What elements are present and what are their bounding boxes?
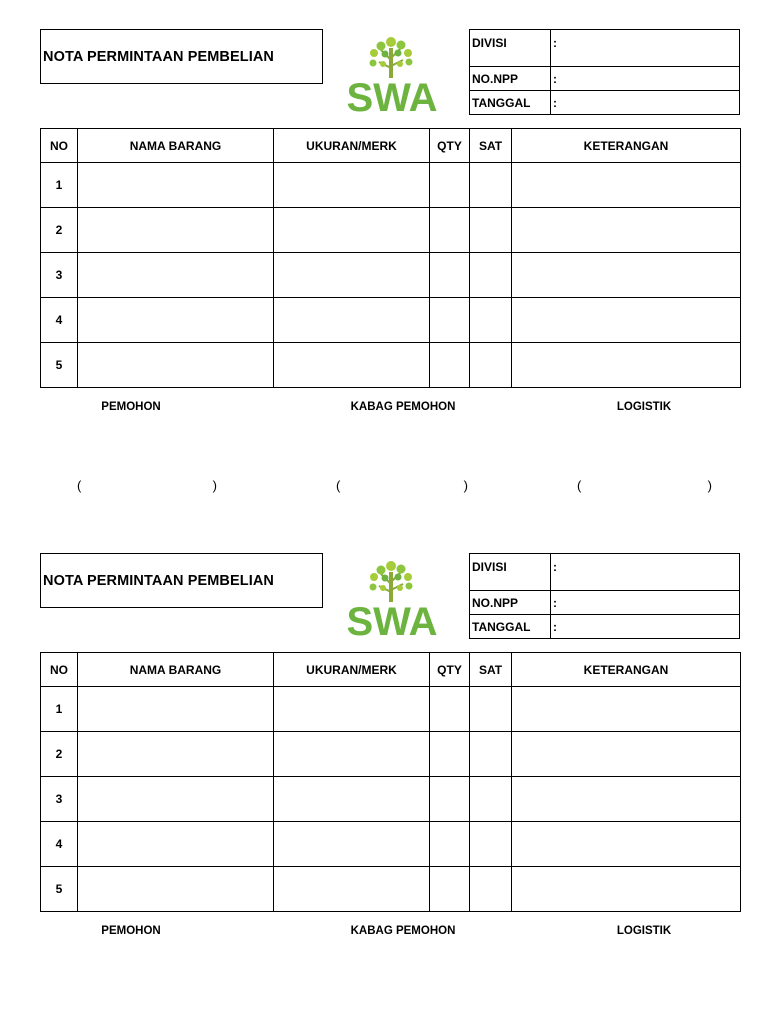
qty-cell[interactable] xyxy=(430,253,470,298)
row-number: 4 xyxy=(41,822,78,867)
paren-open: ( xyxy=(336,478,341,493)
column-header: SAT xyxy=(470,653,512,687)
column-header: QTY xyxy=(430,653,470,687)
table-row xyxy=(41,777,741,822)
sat-cell[interactable] xyxy=(470,867,512,912)
keterangan-cell[interactable] xyxy=(512,163,741,208)
sat-cell[interactable] xyxy=(470,163,512,208)
divisi-field[interactable]: : xyxy=(551,30,740,67)
table-row xyxy=(41,343,741,388)
row-number: 3 xyxy=(41,253,78,298)
column-header: KETERANGAN xyxy=(512,653,741,687)
ukuran-merk-cell[interactable] xyxy=(274,253,430,298)
swa-logo xyxy=(343,36,441,114)
table-header-row xyxy=(41,129,741,163)
table-row xyxy=(41,298,741,343)
row-number: 1 xyxy=(41,687,78,732)
column-header: QTY xyxy=(430,129,470,163)
info-row-divisi xyxy=(470,30,740,67)
swa-logo xyxy=(343,560,441,638)
signature-label-logistik: LOGISTIK xyxy=(616,925,672,937)
paren-close: ) xyxy=(463,478,468,493)
qty-cell[interactable] xyxy=(430,777,470,822)
column-header: SAT xyxy=(470,129,512,163)
info-row-divisi xyxy=(470,554,740,591)
column-header: UKURAN/MERK xyxy=(274,129,430,163)
tanggal-field[interactable]: : xyxy=(551,615,740,639)
form-title: NOTA PERMINTAAN PEMBELIAN xyxy=(40,29,323,84)
sat-cell[interactable] xyxy=(470,253,512,298)
keterangan-cell[interactable] xyxy=(512,298,741,343)
signature-line-kabag[interactable] xyxy=(336,478,468,493)
signature-label-pemohon: PEMOHON xyxy=(101,925,161,937)
paren-open: ( xyxy=(577,478,582,493)
table-row xyxy=(41,253,741,298)
row-number: 3 xyxy=(41,777,78,822)
signature-label-logistik: LOGISTIK xyxy=(616,401,672,413)
nama-barang-cell[interactable] xyxy=(78,163,274,208)
qty-cell[interactable] xyxy=(430,343,470,388)
logo-text: SWA xyxy=(346,76,438,114)
tree-icon xyxy=(370,561,413,602)
info-row-tanggal xyxy=(470,91,740,115)
info-row-tanggal xyxy=(470,615,740,639)
column-header: NAMA BARANG xyxy=(78,129,274,163)
qty-cell[interactable] xyxy=(430,163,470,208)
keterangan-cell[interactable] xyxy=(512,343,741,388)
qty-cell[interactable] xyxy=(430,298,470,343)
info-label: DIVISI xyxy=(470,554,551,591)
nonpp-field[interactable]: : xyxy=(551,591,740,615)
signature-line-logistik[interactable] xyxy=(577,478,712,493)
qty-cell[interactable] xyxy=(430,822,470,867)
keterangan-cell[interactable] xyxy=(512,253,741,298)
signature-label-kabag: KABAG PEMOHON xyxy=(350,925,456,937)
info-table xyxy=(469,29,740,115)
ukuran-merk-cell[interactable] xyxy=(274,822,430,867)
ukuran-merk-cell[interactable] xyxy=(274,298,430,343)
qty-cell[interactable] xyxy=(430,687,470,732)
info-row-nonpp xyxy=(470,591,740,615)
column-header: NO xyxy=(41,653,78,687)
keterangan-cell[interactable] xyxy=(512,867,741,912)
table-row xyxy=(41,822,741,867)
signature-label-pemohon: PEMOHON xyxy=(101,401,161,413)
column-header: NAMA BARANG xyxy=(78,653,274,687)
sat-cell[interactable] xyxy=(470,343,512,388)
info-table xyxy=(469,553,740,639)
keterangan-cell[interactable] xyxy=(512,822,741,867)
qty-cell[interactable] xyxy=(430,867,470,912)
ukuran-merk-cell[interactable] xyxy=(274,777,430,822)
signature-line-pemohon[interactable] xyxy=(77,478,217,493)
row-number: 4 xyxy=(41,298,78,343)
logo-text: SWA xyxy=(346,600,438,638)
sat-cell[interactable] xyxy=(470,732,512,777)
ukuran-merk-cell[interactable] xyxy=(274,343,430,388)
table-row xyxy=(41,208,741,253)
nama-barang-cell[interactable] xyxy=(78,777,274,822)
table-row xyxy=(41,732,741,777)
items-table xyxy=(40,128,741,388)
tanggal-field[interactable]: : xyxy=(551,91,740,115)
sat-cell[interactable] xyxy=(470,687,512,732)
purchase-request-form-2 xyxy=(0,524,768,994)
sat-cell[interactable] xyxy=(470,298,512,343)
row-number: 1 xyxy=(41,163,78,208)
sat-cell[interactable] xyxy=(470,208,512,253)
row-number: 5 xyxy=(41,867,78,912)
ukuran-merk-cell[interactable] xyxy=(274,687,430,732)
ukuran-merk-cell[interactable] xyxy=(274,867,430,912)
paren-open: ( xyxy=(77,478,82,493)
nama-barang-cell[interactable] xyxy=(78,687,274,732)
info-label: NO.NPP xyxy=(470,591,551,615)
sat-cell[interactable] xyxy=(470,777,512,822)
table-row xyxy=(41,163,741,208)
paren-close: ) xyxy=(707,478,712,493)
ukuran-merk-cell[interactable] xyxy=(274,208,430,253)
column-header: KETERANGAN xyxy=(512,129,741,163)
keterangan-cell[interactable] xyxy=(512,732,741,777)
table-row xyxy=(41,867,741,912)
keterangan-cell[interactable] xyxy=(512,687,741,732)
ukuran-merk-cell[interactable] xyxy=(274,732,430,777)
signature-label-kabag: KABAG PEMOHON xyxy=(350,401,456,413)
column-header: NO xyxy=(41,129,78,163)
ukuran-merk-cell[interactable] xyxy=(274,163,430,208)
row-number: 2 xyxy=(41,732,78,777)
info-label: TANGGAL xyxy=(470,615,551,639)
divisi-field[interactable]: : xyxy=(551,554,740,591)
nama-barang-cell[interactable] xyxy=(78,298,274,343)
info-label: TANGGAL xyxy=(470,91,551,115)
purchase-request-form-1 xyxy=(0,0,768,493)
form-title: NOTA PERMINTAAN PEMBELIAN xyxy=(40,553,323,608)
qty-cell[interactable] xyxy=(430,208,470,253)
items-table xyxy=(40,652,741,912)
info-label: NO.NPP xyxy=(470,67,551,91)
keterangan-cell[interactable] xyxy=(512,777,741,822)
nama-barang-cell[interactable] xyxy=(78,253,274,298)
keterangan-cell[interactable] xyxy=(512,208,741,253)
nama-barang-cell[interactable] xyxy=(78,867,274,912)
nama-barang-cell[interactable] xyxy=(78,732,274,777)
nama-barang-cell[interactable] xyxy=(78,822,274,867)
info-label: DIVISI xyxy=(470,30,551,67)
row-number: 5 xyxy=(41,343,78,388)
nama-barang-cell[interactable] xyxy=(78,208,274,253)
qty-cell[interactable] xyxy=(430,732,470,777)
nama-barang-cell[interactable] xyxy=(78,343,274,388)
paren-close: ) xyxy=(212,478,217,493)
sat-cell[interactable] xyxy=(470,822,512,867)
tree-icon xyxy=(370,37,413,78)
column-header: UKURAN/MERK xyxy=(274,653,430,687)
info-row-nonpp xyxy=(470,67,740,91)
table-row xyxy=(41,687,741,732)
nonpp-field[interactable]: : xyxy=(551,67,740,91)
row-number: 2 xyxy=(41,208,78,253)
table-header-row xyxy=(41,653,741,687)
